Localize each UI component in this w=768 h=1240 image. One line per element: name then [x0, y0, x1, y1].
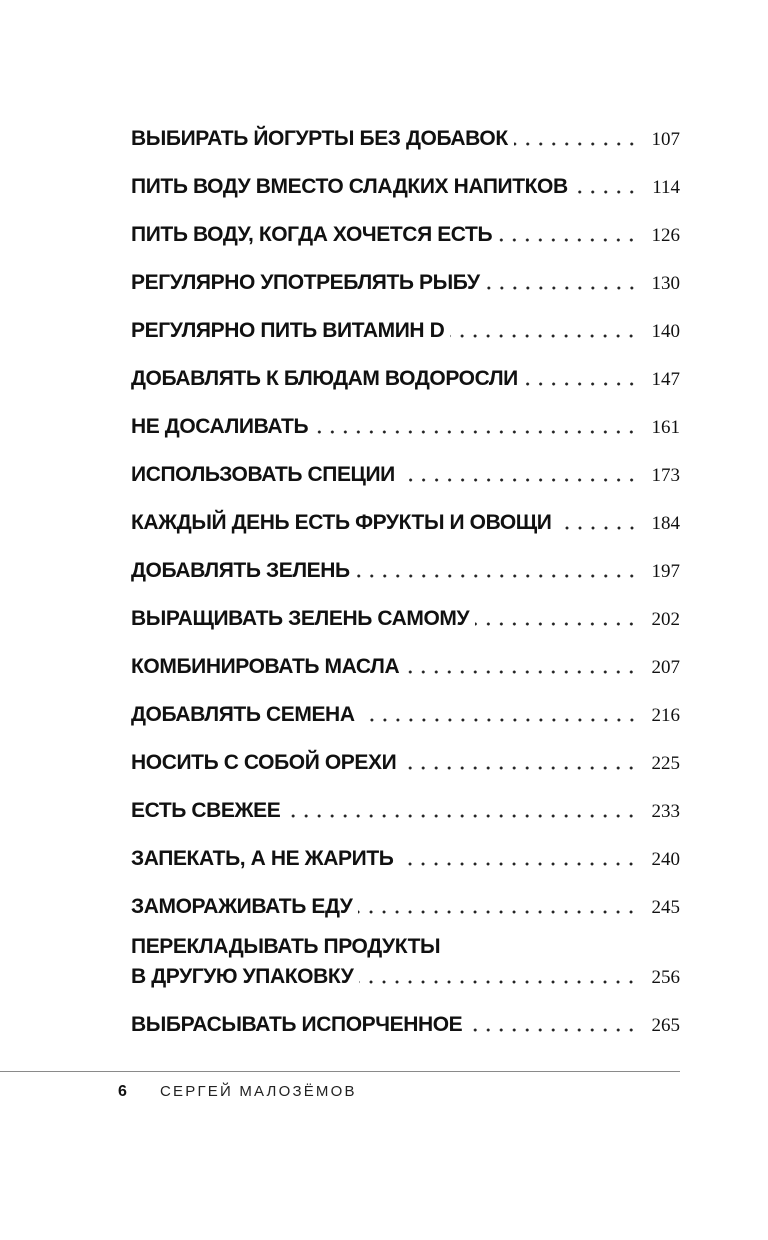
toc-entry[interactable]	[131, 212, 680, 260]
toc-entry[interactable]	[131, 548, 680, 596]
toc-entry-title: ЗАПЕКАТЬ, А НЕ ЖАРИТЬ	[131, 847, 394, 870]
toc-entry-page: 130	[651, 273, 680, 294]
toc-entry[interactable]	[131, 356, 680, 404]
toc-entry-page: 173	[651, 465, 680, 486]
toc-entry-page: 265	[651, 1015, 680, 1036]
toc-entry-title: ВЫБРАСЫВАТЬ ИСПОРЧЕННОЕ	[131, 1013, 463, 1036]
dot-leader	[356, 573, 638, 579]
toc-entry-title: ПИТЬ ВОДУ, КОГДА ХОЧЕТСЯ ЕСТЬ	[131, 223, 493, 246]
toc-entry[interactable]	[131, 452, 680, 500]
toc-entry-title: ДОБАВЛЯТЬ ЗЕЛЕНЬ	[131, 559, 350, 582]
footer-divider	[0, 1071, 680, 1072]
dot-leader	[405, 669, 638, 675]
dot-leader	[399, 861, 638, 867]
toc-entry[interactable]	[131, 644, 680, 692]
page-number: 6	[118, 1083, 127, 1100]
toc-entry[interactable]	[131, 836, 680, 884]
dot-leader	[514, 141, 638, 147]
toc-entry-page: 197	[651, 561, 680, 582]
dot-leader	[286, 813, 638, 819]
dot-leader	[475, 621, 638, 627]
dot-leader	[401, 477, 638, 483]
toc-entry-title: ДОБАВЛЯТЬ СЕМЕНА	[131, 703, 355, 726]
table-of-contents	[131, 116, 680, 1050]
toc-entry-title: КАЖДЫЙ ДЕНЬ ЕСТЬ ФРУКТЫ И ОВОЩИ	[131, 511, 552, 534]
toc-entry-page: 184	[651, 513, 680, 534]
toc-entry-page: 216	[651, 705, 680, 726]
toc-entry-last-line	[131, 965, 680, 989]
toc-entry-title: ЕСТЬ СВЕЖЕЕ	[131, 799, 281, 822]
dot-leader	[450, 333, 638, 339]
toc-entry[interactable]	[131, 1002, 680, 1050]
dot-leader	[486, 285, 638, 291]
dot-leader	[524, 381, 638, 387]
dot-leader	[402, 765, 638, 771]
toc-entry-title-line2: В ДРУГУЮ УПАКОВКУ	[131, 965, 354, 988]
toc-entry-title: РЕГУЛЯРНО ПИТЬ ВИТАМИН D	[131, 319, 445, 342]
toc-entry[interactable]	[131, 308, 680, 356]
dot-leader	[361, 717, 638, 723]
toc-entry-title: ВЫРАЩИВАТЬ ЗЕЛЕНЬ САМОМУ	[131, 607, 470, 630]
toc-entry-title: НЕ ДОСАЛИВАТЬ	[131, 415, 309, 438]
toc-entry-page: 245	[651, 897, 680, 918]
toc-entry[interactable]	[131, 596, 680, 644]
dot-leader	[358, 909, 638, 915]
dot-leader	[359, 979, 638, 985]
toc-entry[interactable]	[131, 164, 680, 212]
toc-entry-title-line1: ПЕРЕКЛАДЫВАТЬ ПРОДУКТЫ	[131, 935, 441, 958]
dot-leader	[574, 189, 638, 195]
toc-entry-title: НОСИТЬ С СОБОЙ ОРЕХИ	[131, 751, 397, 774]
toc-entry-page: 233	[651, 801, 680, 822]
toc-entry[interactable]	[131, 788, 680, 836]
toc-entry-title: ПИТЬ ВОДУ ВМЕСТО СЛАДКИХ НАПИТКОВ	[131, 175, 568, 198]
toc-entry[interactable]	[131, 740, 680, 788]
toc-entry-title: ИСПОЛЬЗОВАТЬ СПЕЦИИ	[131, 463, 395, 486]
dot-leader	[314, 429, 638, 435]
toc-entry-page: 126	[651, 225, 680, 246]
toc-entry-page: 225	[651, 753, 680, 774]
toc-entry-page: 107	[651, 129, 680, 150]
toc-entry-page: 240	[651, 849, 680, 870]
toc-entry-page: 256	[651, 967, 680, 988]
page-footer	[118, 1083, 357, 1101]
toc-entry[interactable]	[131, 884, 680, 932]
toc-entry-page: 140	[651, 321, 680, 342]
toc-entry-page: 147	[651, 369, 680, 390]
toc-entry[interactable]	[131, 260, 680, 308]
toc-entry[interactable]	[131, 692, 680, 740]
toc-entry-title: РЕГУЛЯРНО УПОТРЕБЛЯТЬ РЫБУ	[131, 271, 480, 294]
dot-leader	[468, 1027, 638, 1033]
toc-entry[interactable]	[131, 116, 680, 164]
dot-leader	[498, 237, 638, 243]
toc-entry-page: 114	[652, 177, 680, 198]
toc-entry[interactable]	[131, 500, 680, 548]
toc-entry-title: КОМБИНИРОВАТЬ МАСЛА	[131, 655, 400, 678]
toc-entry[interactable]	[131, 404, 680, 452]
toc-entry-title: ВЫБИРАТЬ ЙОГУРТЫ БЕЗ ДОБАВОК	[131, 127, 508, 150]
toc-entry-page: 202	[651, 609, 680, 630]
dot-leader	[558, 525, 639, 531]
running-head-author: СЕРГЕЙ МАЛОЗЁМОВ	[160, 1083, 357, 1100]
toc-entry-title: ДОБАВЛЯТЬ К БЛЮДАМ ВОДОРОСЛИ	[131, 367, 518, 390]
toc-entry[interactable]	[131, 932, 680, 1002]
toc-entry-title: ЗАМОРАЖИВАТЬ ЕДУ	[131, 895, 353, 918]
toc-entry-page: 207	[651, 657, 680, 678]
toc-entry-page: 161	[651, 417, 680, 438]
